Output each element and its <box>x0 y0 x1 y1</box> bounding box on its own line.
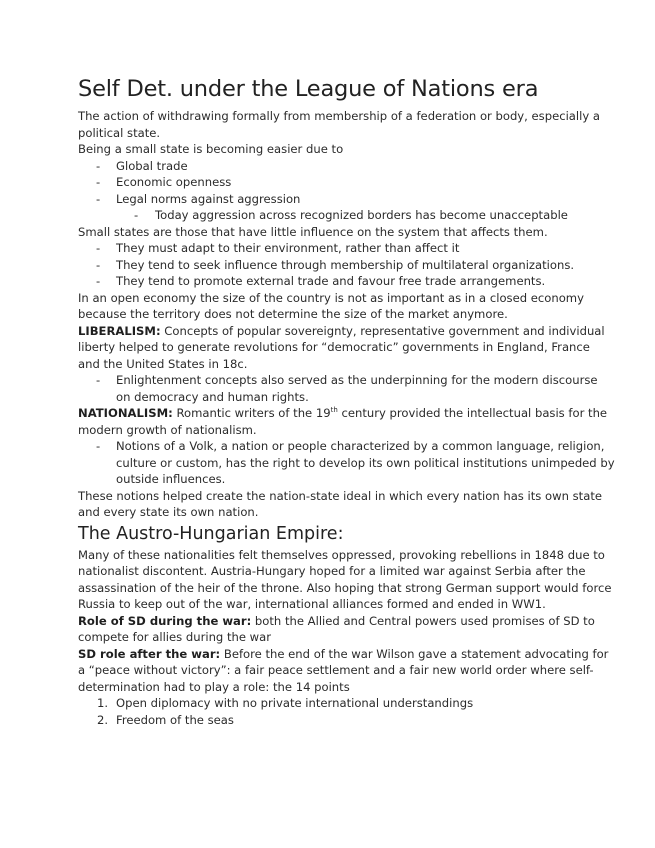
small-state-intro: Being a small state is becoming easier due to <box>78 142 344 156</box>
liberalism-list <box>78 372 615 405</box>
secession-definition: The action of withdrawing formally from membership of a federation or body, especially a political state. <box>78 109 600 140</box>
role-after-war-paragraph: SD role after the war: Before the end of the war Wilson gave a statement advocating for a “peace without victory”: a fair peace settlement and a fair new world order where self-determination had to play a role: the 14 points <box>78 646 609 694</box>
austro-hungarian-paragraph: Many of these nationalities felt themselves oppressed, provoking rebellions in 1848 due to nationalist discontent. Austria-Hungary hoped for a limited war against Serbia after the assassination of the heir of the throne. Also hoping that strong German support would force Russia to keep out of the war, international alliances formed and ended in WW1. <box>78 547 612 611</box>
list-item: - They tend to seek influence through membership of multilateral organizations. <box>96 257 575 272</box>
fourteen-points-list <box>78 695 615 728</box>
section-heading: The Austro-Hungarian Empire: <box>78 523 344 544</box>
list-item: 2. Freedom of the seas <box>97 712 234 727</box>
list-item: - Enlightenment concepts also served as the underpinning for the modern discourse on democracy and human rights. <box>96 373 598 404</box>
list-item: - Today aggression across recognized borders has become unacceptable <box>134 208 568 222</box>
small-state-reasons-list <box>78 158 615 208</box>
page-title: Self Det. under the League of Nations era <box>78 76 539 102</box>
list-item: - They must adapt to their environment, rather than affect it <box>96 241 460 255</box>
list-item: - They tend to promote external trade and favour free trade arrangements. <box>96 274 546 288</box>
aggression-sublist <box>78 207 615 224</box>
nationalism-list <box>78 438 615 488</box>
list-item: - Notions of a Volk, a nation or people characterized by a common language, religion, culture or custom, has the right to develop its own political institutions unimpeded by outside influences. <box>96 439 615 486</box>
small-state-definition: Small states are those that have little influence on the system that affects them. <box>78 224 548 239</box>
open-economy-paragraph: In an open economy the size of the country is not as important as in a closed economy because the territory does not determine the size of the market anymore. <box>78 290 584 321</box>
liberalism-label: LIBERALISM: <box>78 323 161 338</box>
role-label: Role of SD during the war: <box>78 613 252 628</box>
nationalism-paragraph: NATIONALISM: Romantic writers of the 19th century provided the intellectual basis for the modern growth of nationalism. <box>78 406 608 437</box>
nationalism-label: NATIONALISM: <box>78 406 173 420</box>
list-item: 1. Open diplomacy with no private international understandings <box>97 696 474 710</box>
nation-state-paragraph: These notions helped create the nation-state ideal in which every nation has its own state and every state its own nation. <box>78 488 603 519</box>
list-item: - Economic openness <box>96 175 232 189</box>
list-item: - Legal norms against aggression <box>96 191 301 206</box>
liberalism-paragraph: LIBERALISM: Concepts of popular sovereignty, representative government and individual liberty helped to generate revolutions for “democratic” governments in England, France and the United States in 18c. <box>78 323 605 371</box>
after-label: SD role after the war: <box>78 646 221 661</box>
list-item: - Global trade <box>96 158 188 173</box>
role-during-war-paragraph: Role of SD during the war: both the Allied and Central powers used promises of SD to compete for allies during the war <box>78 613 595 644</box>
small-state-traits-list <box>78 240 615 290</box>
